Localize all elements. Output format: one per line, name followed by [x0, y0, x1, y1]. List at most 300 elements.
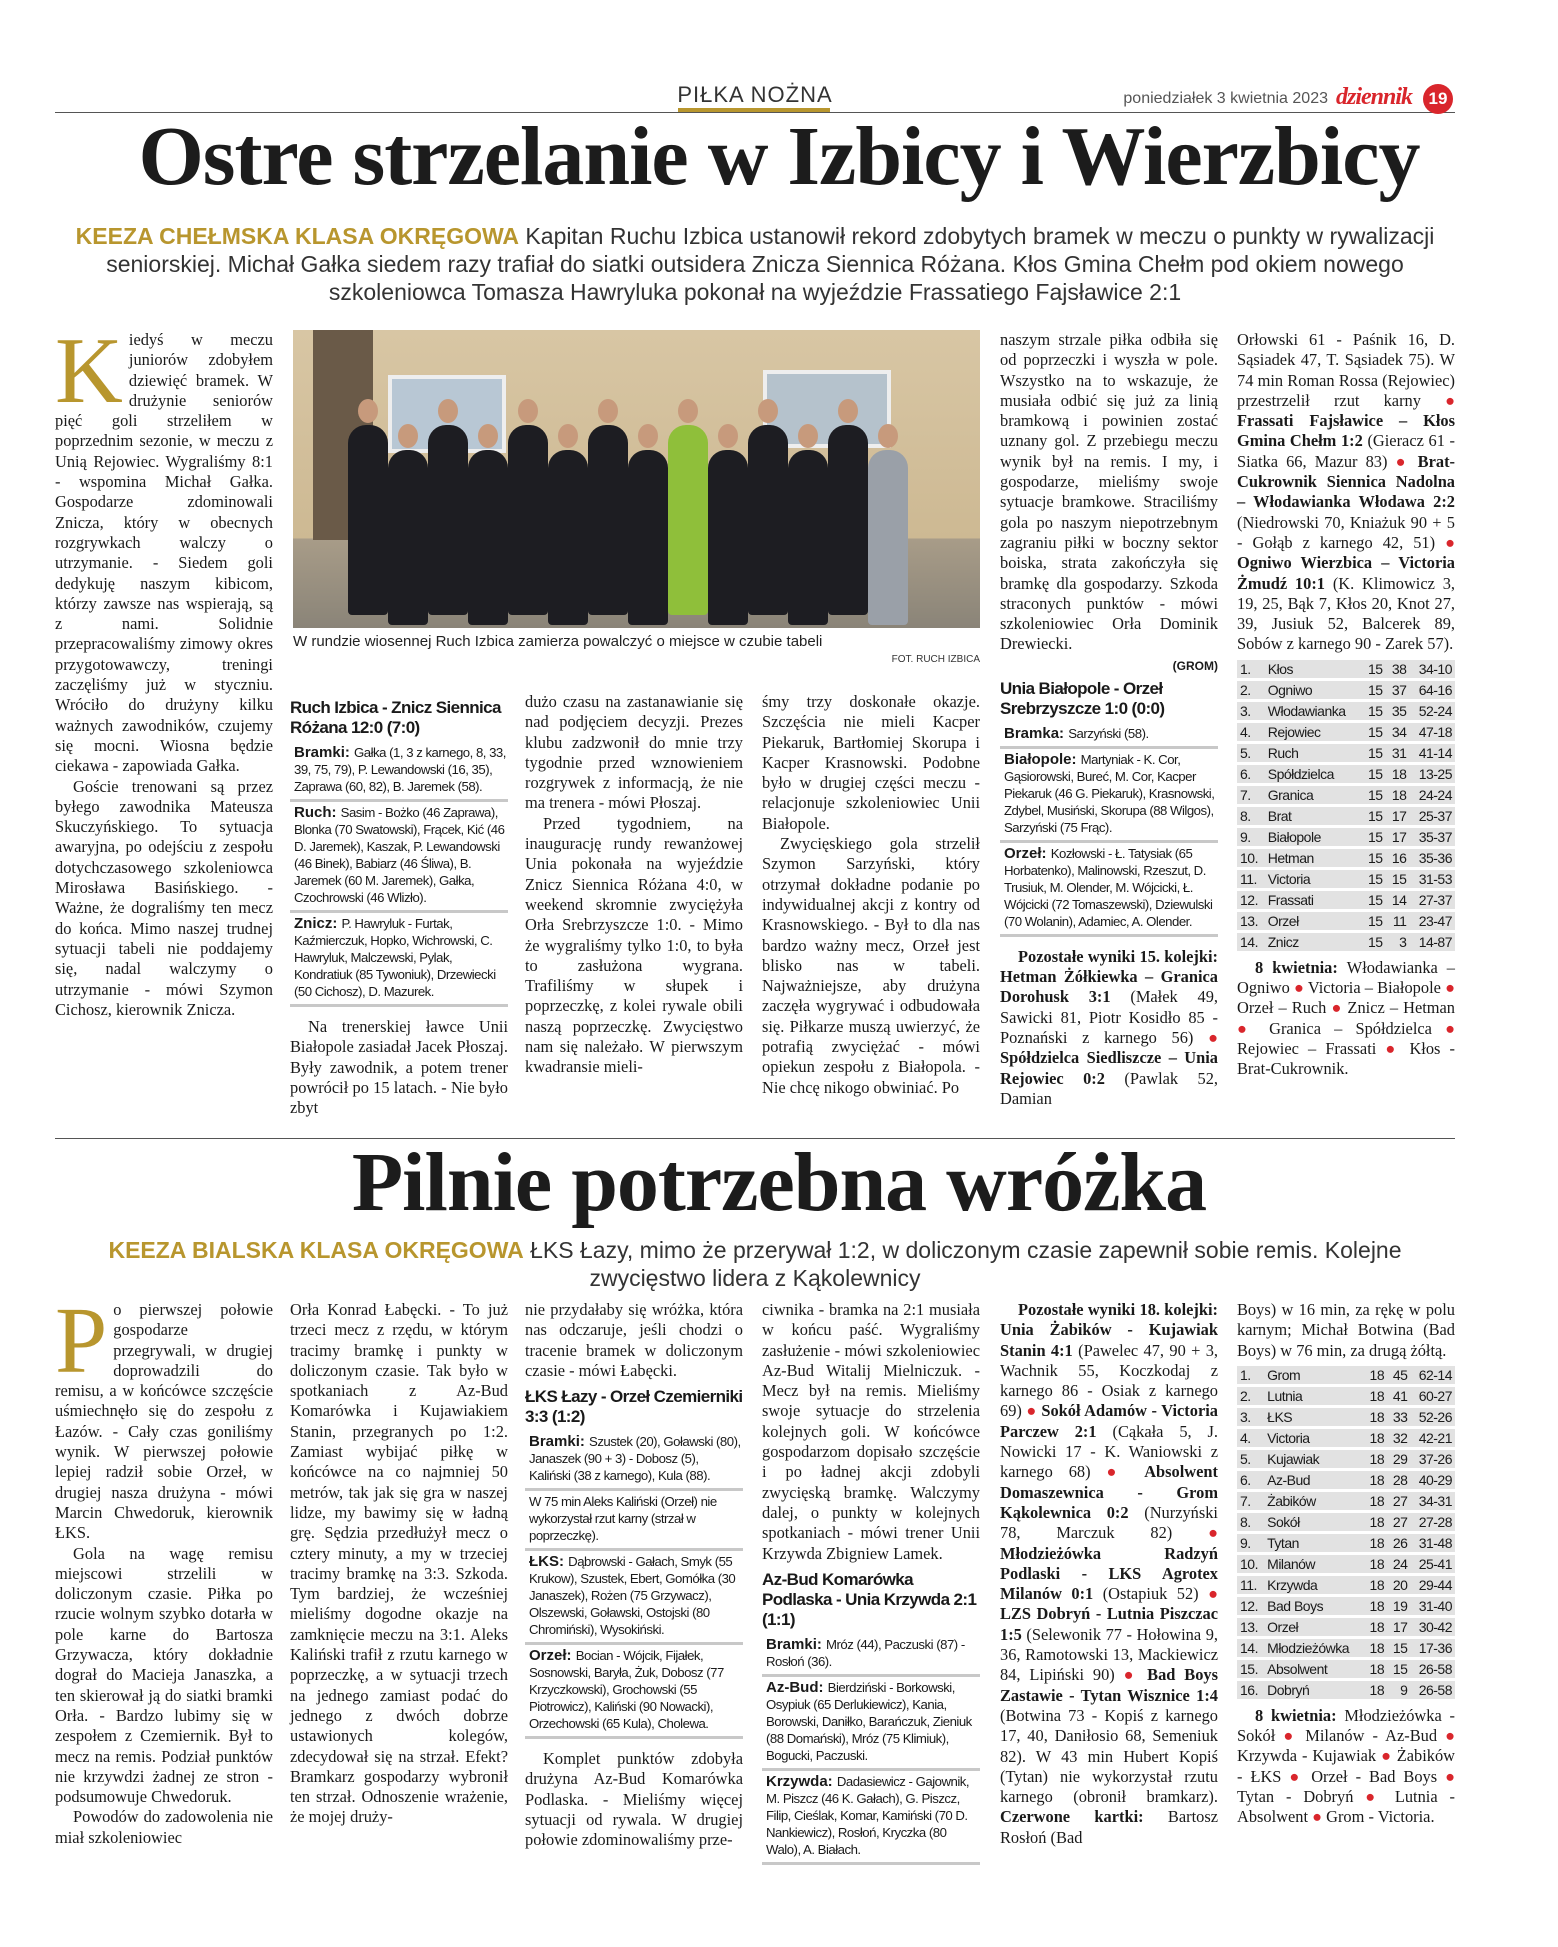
goals-cell: 31-40: [1410, 1597, 1455, 1615]
text-run: Kłos - Brat-Cukrownik.: [1237, 1038, 1455, 1079]
match-stats-box: [290, 698, 508, 1007]
league-table-row: [1237, 1387, 1455, 1405]
text-run: (Pawlak 52, Damian: [1000, 1068, 1218, 1108]
red-bullet-icon: ●: [1026, 1401, 1037, 1421]
goals-cell: 34-10: [1409, 660, 1455, 678]
paragraph: [525, 692, 743, 814]
red-bullet-icon: ●: [1237, 1018, 1256, 1038]
paragraph: [55, 1544, 273, 1808]
match-stats-row: [1000, 749, 1218, 843]
league-table-row: [1237, 849, 1455, 867]
text-run: Sasim - Bożko (46 Zaprawa), Blonka (70 Swatowski), Frącek, Kić (46 D. Jaremek), Kaszak, P. Lewandowski (46 Binek), Babiarz (46 Śliwa), B. Jaremek (60 M. Jaremek), Gałka, Czochrowski (46 Wlizło).: [294, 805, 505, 905]
red-bullet-icon: ●: [1445, 978, 1455, 998]
article1-column-3: [525, 692, 743, 1078]
team-cell: Frassati: [1265, 891, 1362, 909]
red-bullet-icon: ●: [1312, 1807, 1323, 1827]
league-table-row: [1237, 1555, 1455, 1573]
text-run: (Pawelec 47, 90 + 3, Wachnik 55, Koczkodaj z karnego 86 - Osiak z karnego 69): [1000, 1340, 1218, 1421]
text-run: Gałka (1, 3 z karnego, 8, 33, 39, 75, 79), P. Lewandowski (16, 35), Zaprawa (60, 82), B. Jaremek (58).: [294, 745, 506, 794]
league-table-row: [1237, 828, 1455, 846]
team-cell: Absolwent: [1264, 1660, 1364, 1678]
text-run: Milanów - Az-Bud: [1297, 1726, 1446, 1746]
position-cell: 14.: [1237, 933, 1265, 951]
points-cell: 35: [1386, 702, 1410, 720]
bold-text-run: Białopole:: [1004, 750, 1081, 768]
bold-text-run: Pozostałe wyniki 18. kolejki: Unia Żabików - Kujawiak Stanin 4:1: [1000, 1300, 1218, 1360]
text-run: Dąbrowski - Gałach, Smyk (55 Krukow), Szustek, Ebert, Gomółka (30 Janaszek), Rożen (75 Grzywacz), Olszewski, Goławski, Ostojski (80 Chromiński), Wysokiński.: [529, 1554, 736, 1638]
goals-cell: 29-44: [1410, 1576, 1455, 1594]
position-cell: 16.: [1237, 1681, 1264, 1699]
player-figure: [388, 450, 428, 625]
goals-cell: 25-41: [1410, 1555, 1455, 1573]
points-cell: 41: [1387, 1387, 1410, 1405]
league-table-row: [1237, 660, 1455, 678]
bold-text-run: Absolwent Domaszewnica - Grom Kąkolewnica 0:2: [1000, 1462, 1218, 1522]
paragraph: [55, 1289, 273, 1544]
player-figure: [628, 450, 668, 625]
team-cell: Żabików: [1264, 1492, 1364, 1510]
red-bullet-icon: ●: [1283, 1726, 1298, 1746]
paragraph: [525, 814, 743, 1078]
games-cell: 18: [1364, 1576, 1387, 1594]
goals-cell: 62-14: [1410, 1366, 1455, 1384]
goals-cell: 40-29: [1410, 1471, 1455, 1489]
bold-text-run: Bad Boys Zastawie - Tytan Wisznice 1:4: [1000, 1665, 1218, 1705]
league-table-row: [1237, 786, 1455, 804]
player-figure: [588, 425, 628, 615]
league-table-row: [1237, 702, 1455, 720]
text-run: Bartosz Rosłoń (Bad: [1000, 1807, 1218, 1847]
position-cell: 11.: [1237, 870, 1265, 888]
red-bullet-icon: ●: [1294, 978, 1304, 998]
match-result-title: Unia Białopole - Orzeł Srebrzyszcze 1:0 (0:0): [1000, 678, 1165, 718]
points-cell: 11: [1386, 912, 1410, 930]
match-stats-row: [525, 1645, 743, 1739]
article2-column-3: [525, 1300, 743, 1851]
bold-text-run: LZS Dobryń - Lutnia Piszczac 1:5: [1000, 1604, 1218, 1644]
goals-cell: 13-25: [1409, 765, 1455, 783]
article2-column-5: [1000, 1300, 1218, 1848]
league-table-row: [1237, 681, 1455, 699]
red-bullet-icon: ●: [1208, 1027, 1218, 1047]
match-stats-row: [525, 1431, 743, 1491]
article1-kicker: KEEZA CHEŁMSKA KLASA OKRĘGOWA: [75, 223, 520, 249]
drop-cap: P: [55, 1289, 108, 1393]
red-bullet-icon: ●: [1208, 1523, 1218, 1543]
league-table-row: [1237, 1408, 1455, 1426]
red-bullet-icon: ●: [1445, 1726, 1455, 1746]
text-run: iedyś w meczu juniorów zdobyłem dziewięć bramek. W drużynie seniorów pięć goli strzeliłem w poprzednim sezonie, w meczu z Unią Rejowiec. Wygraliśmy 8:1 - wspomina Michał Gałka. Gospodarze zdominowali Znicza, który w obecnych rozgrywkach walczy o utrzymanie. - Siedem goli dedykuję naszym kibicom, którzy zawsze nas wspierają, są z nami. Solidnie przepracowaliśmy zimowy okres przygotowawczy, treningi zaczęliśmy już w styczniu. Wróciło do drużyny kilku ważnych zawodników, czujemy się mocni. Wiosna będzie ciekawa - zapowiada Gałka.: [55, 330, 273, 776]
player-figure: [708, 450, 748, 625]
article2-column-1: [55, 1289, 273, 1848]
bold-text-run: Bramki:: [294, 744, 355, 761]
red-bullet-icon: ●: [1289, 1766, 1304, 1786]
team-cell: Dobryń: [1264, 1681, 1364, 1699]
text-run: Mróz (44), Paczuski (87) - Rosłoń (36).: [766, 1636, 965, 1669]
goals-cell: 35-37: [1409, 828, 1455, 846]
league-table-row: [1237, 744, 1455, 762]
text-run: W 75 min Aleks Kaliński (Orzeł) nie wykorzystał rzut karny (strzał w poprzeczkę).: [529, 1494, 717, 1544]
photo-credit: FOT. RUCH IZBICA: [891, 654, 980, 665]
text-run: Komplet punktów zdobyła drużyna Az-Bud Komarówka Podlaska. - Mieliśmy więcej sytuacji od rywala. W drugiej połowie zdominowaliśmy prze-: [525, 1749, 743, 1850]
article2-column-6: [1237, 1300, 1455, 1828]
text-run: Orła Konrad Łabęcki. - To już trzeci mecz z rzędu, w którym tracimy bramkę i punkty w doliczonym czasie. Tak było w spotkaniach z Az-Bud Komarówka i Kujawiakiem Stanin, przegranych po 1:2. Zamiast wybijać piłkę w końcówce na co najmniej 50 metrów, tak jak się gra w naszej lidze, my bawimy się w ładną grę. Sędzia przedłużył mecz o cztery minuty, a my w trzeciej tracimy bramkę na 3:3. Szkoda. Tym bardziej, że wcześniej mieliśmy dogodne okazje na zamknięcie meczu na 3:1. Aleks Kaliński trafił z rzutu karnego w poprzeczkę, a w sytuacji trzech na jednego zamiast podać do jednego z dwóch dobrze ustawionych kolegów, zdecydował się na strzał. Efekt? Bramkarz gospodarzy wybronił ten strzał. Odnoszenie wrażenie, że mojej druży-: [290, 1300, 508, 1827]
position-cell: 3.: [1237, 702, 1265, 720]
team-cell: Ruch: [1265, 744, 1362, 762]
games-cell: 18: [1364, 1492, 1387, 1510]
games-cell: 18: [1364, 1555, 1387, 1573]
points-cell: 18: [1386, 765, 1410, 783]
red-bullet-icon: ●: [1365, 1787, 1383, 1807]
text-run: Zwycięskiego gola strzelił Szymon Sarzyński, który otrzymał dokładne podanie po indywidualnej akcji z kontry od Krasnowskiego. - Był to dla nas bardzo ważny mecz, Orzeł jest blisko nas w tabeli. Najważniejsze, aby drużyna zaczęła wygrywać i odbudowała się. Piłkarze muszą uwierzyć, że potrafią zwyciężać - mówi opiekun zespołu z Białopola. - Nie chcę nikogo obwiniać. Po: [762, 834, 980, 1097]
points-cell: 34: [1386, 723, 1410, 741]
position-cell: 2.: [1237, 681, 1265, 699]
position-cell: 1.: [1237, 660, 1265, 678]
team-cell: Rejowiec: [1265, 723, 1362, 741]
text-run: (Gieracz 61 - Siatka 66, Mazur 83): [1237, 431, 1455, 471]
goals-cell: 31-53: [1409, 870, 1455, 888]
goals-cell: 34-31: [1410, 1492, 1455, 1510]
text-run: (Selewonik 77 - Hołowina 9, 36, Ramotowski 13, Mackiewicz 84, Lipiński 90): [1000, 1624, 1218, 1685]
points-cell: 17: [1387, 1618, 1410, 1636]
position-cell: 7.: [1237, 1492, 1264, 1510]
match-stats-row: [762, 1677, 980, 1771]
team-cell: Białopole: [1265, 828, 1362, 846]
position-cell: 6.: [1237, 765, 1265, 783]
red-bullet-icon: ●: [1445, 1018, 1455, 1038]
games-cell: 15: [1362, 702, 1386, 720]
games-cell: 18: [1364, 1681, 1387, 1699]
player-figure: [548, 450, 588, 625]
match-stats-row: [290, 913, 508, 1007]
text-run: Orzeł - Bad Boys: [1303, 1766, 1446, 1786]
text-run: o pierwszej połowie gospodarze przegrywali, w drugiej doprowadzili do remisu, a w końcówce szczęście uśmiechnęło się do zespołu z Łazów. - Cały czas goniliśmy wynik. W pierwszej połowie lepiej radził sobie Orzeł, w drugiej nasza drużyna - mówi Marcin Chwedoruk, kierownik ŁKS.: [55, 1300, 273, 1543]
points-cell: 19: [1387, 1597, 1410, 1615]
points-cell: 20: [1387, 1576, 1410, 1594]
player-figure: [668, 425, 708, 615]
goals-cell: 64-16: [1409, 681, 1455, 699]
goals-cell: 35-36: [1409, 849, 1455, 867]
goals-cell: 23-47: [1409, 912, 1455, 930]
text-run: Kozłowski - Ł. Tatysiak (65 Horbatenko), Malinowski, Rzeszut, D. Trusiuk, M. Olender, M. Wójcicki, Ł. Wójcicki (72 Tomaszewski), Dziewulski (70 Wolanin), Adamiec, A. Olender.: [1004, 845, 1213, 929]
team-cell: ŁKS: [1264, 1408, 1364, 1426]
player-figure: [508, 425, 548, 615]
bold-text-run: Bramki:: [529, 1433, 590, 1451]
points-cell: 24: [1387, 1555, 1410, 1573]
bold-text-run: Orzeł:: [1004, 844, 1051, 862]
text-run: (Nurzyński 78, Marczuk 82): [1000, 1502, 1218, 1543]
points-cell: 27: [1387, 1492, 1410, 1510]
text-run: Martyniak - K. Cor, Gąsiorowski, Bureć, M. Cor, Kacper Piekaruk (46 G. Piekaruk), Krasnowski, Zdybel, Musiński, Skorupa (88 Wilgos), Sarzyński (75 Frąc).: [1004, 751, 1215, 835]
points-cell: 15: [1387, 1660, 1410, 1678]
games-cell: 18: [1364, 1408, 1387, 1426]
games-cell: 18: [1364, 1387, 1387, 1405]
goals-cell: 30-42: [1410, 1618, 1455, 1636]
position-cell: 3.: [1237, 1408, 1264, 1426]
paragraph: [762, 692, 980, 834]
text-run: Żabików - ŁKS: [1237, 1746, 1455, 1786]
paragraph: [762, 834, 980, 1098]
team-cell: Znicz: [1265, 933, 1362, 951]
text-run: Bierdziński - Borkowski, Osypiuk (65 Derlukiewicz), Kania, Borowski, Daniłko, Barańczuk, Zieniuk (88 Domański), Mróz (75 Klimiuk), Bogucki, Paczuski.: [766, 1679, 972, 1763]
bold-text-run: Orzeł:: [529, 1647, 576, 1665]
match-result-title: Ruch Izbica - Znicz Siennica Różana 12:0 (7:0): [290, 698, 501, 737]
league-table-row: [1237, 1492, 1455, 1510]
goals-cell: 27-28: [1410, 1513, 1455, 1531]
goals-cell: 60-27: [1410, 1387, 1455, 1405]
red-bullet-icon: ●: [1106, 1462, 1129, 1482]
goals-cell: 26-58: [1410, 1660, 1455, 1678]
team-photo: [293, 330, 980, 628]
paragraph: [1237, 1300, 1455, 1361]
points-cell: 38: [1386, 660, 1410, 678]
team-cell: Brat: [1265, 807, 1362, 825]
games-cell: 15: [1362, 807, 1386, 825]
article1-column-2: [290, 692, 508, 1118]
article2-column-2: [290, 1300, 508, 1828]
team-cell: Krzywda: [1264, 1576, 1364, 1594]
text-run: [1128, 1462, 1144, 1481]
league-table-row: [1237, 723, 1455, 741]
league-table-row: [1237, 1681, 1455, 1699]
page-number-badge: 19: [1423, 84, 1453, 114]
text-run: [1138, 1665, 1147, 1684]
text-run: nie przydałaby się wróżka, która nas odczaruje, jeśli chodzi o tracenie bramek w doliczonym czasie - mówi Łabęcki.: [525, 1300, 743, 1380]
player-figure: [468, 450, 508, 625]
games-cell: 15: [1362, 786, 1386, 804]
position-cell: 12.: [1237, 1597, 1264, 1615]
points-cell: 29: [1387, 1450, 1410, 1468]
text-run: Lutnia - Absolwent: [1237, 1787, 1455, 1827]
article1-headline: Ostre strzelanie w Izbicy i Wierzbicy: [138, 110, 1420, 203]
position-cell: 8.: [1237, 807, 1265, 825]
points-cell: 15: [1386, 870, 1410, 888]
match-result-title: ŁKS Łazy - Orzeł Czemierniki 3:3 (1:2): [525, 1387, 743, 1427]
bold-text-run: Az-Bud:: [766, 1678, 828, 1696]
position-cell: 9.: [1237, 828, 1265, 846]
text-run: (Cąkała 5, J. Nowicki 17 - K. Waniowski z karnego 68): [1000, 1421, 1218, 1482]
bold-text-run: Czerwone kartki:: [1000, 1807, 1168, 1827]
article1-column-5: [1000, 330, 1218, 1109]
team-cell: Victoria: [1264, 1429, 1364, 1447]
league-table-row: [1237, 1366, 1455, 1384]
article1-lead-text: Kapitan Ruchu Izbica ustanowił rekord zdobytych bramek w meczu o punkty w rywalizacji seniorskiej. Michał Gałka siedem razy trafiał do siatki outsidera Znicza Siennica Różana. Kłos Gmina Chełm pod okiem nowego szkoleniowca Tomasza Hawryluka pokonał na wyjeździe Frassatiego Fajsławice 2:1: [106, 223, 1435, 305]
goals-cell: 25-37: [1409, 807, 1455, 825]
player-figure: [348, 425, 388, 615]
position-cell: 12.: [1237, 891, 1265, 909]
league-table-row: [1237, 807, 1455, 825]
bold-text-run: Pozostałe wyniki 15. kolejki: Hetman Żółkiewka – Granica Dorohusk 3:1: [1000, 946, 1218, 1007]
article1-column-4: [762, 692, 980, 1098]
team-cell: Młodzieżówka: [1264, 1639, 1364, 1657]
bold-text-run: 8 kwietnia:: [1255, 1705, 1345, 1725]
league-table-row: [1237, 1597, 1455, 1615]
match-stats-row: [290, 802, 508, 913]
text-run: Victoria – Białopole: [1304, 978, 1446, 998]
player-figure: [748, 425, 788, 615]
goals-cell: 37-26: [1410, 1450, 1455, 1468]
bold-text-run: Sokół Adamów - Victoria Parczew 2:1: [1000, 1401, 1218, 1441]
match-stats-box: [525, 1387, 743, 1739]
article2-kicker: KEEZA BIALSKA KLASA OKRĘGOWA: [108, 1237, 524, 1263]
team-cell: Kujawiak: [1264, 1450, 1364, 1468]
league-table-row: [1237, 1660, 1455, 1678]
text-run: śmy trzy doskonałe okazje. Szczęścia nie mieli Kacper Piekaruk, Bartłomiej Skorupa i Kacper Krasnowski. Podobne było w drugiej części meczu - relacjonuje szkoleniowiec Unii Białopole.: [762, 692, 980, 833]
bold-text-run: Młodzieżówka Radzyń Podlaski - LKS Agrotex Milanów 0:1: [1000, 1543, 1218, 1604]
text-run: (Ostapiuk 52): [1093, 1584, 1209, 1604]
points-cell: 32: [1387, 1429, 1410, 1447]
league-table-row: [1237, 765, 1455, 783]
points-cell: 9: [1387, 1681, 1410, 1699]
text-run: Przed tygodniem, na inaugurację rundy rewanżowej Unia pokonała na wyjeździe Znicz Siennica Różana 4:0, w weekend skromnie zwyciężyła Orła Srebrzyszcze 1:0. - Mimo że wygraliśmy tylko 1:0, to była to zasłużona wygrana. Trafiliśmy w słupek i poprzeczkę, z kolei rywale obili naszą poprzeczkę. Zwycięstwo nam się należało. W pierwszym kwadransie mieli-: [525, 813, 743, 1077]
games-cell: 15: [1362, 660, 1386, 678]
points-cell: 17: [1386, 828, 1410, 846]
text-run: (Niedrowski 70, Kniażuk 90 + 5 - Gołąb z karnego 42, 51): [1237, 512, 1455, 552]
points-cell: 26: [1387, 1534, 1410, 1552]
bold-text-run: 8 kwietnia:: [1255, 957, 1347, 977]
position-cell: 6.: [1237, 1471, 1264, 1489]
text-run: Grom - Victoria.: [1322, 1807, 1435, 1827]
points-cell: 15: [1387, 1639, 1410, 1657]
games-cell: 15: [1362, 870, 1386, 888]
games-cell: 15: [1362, 933, 1386, 951]
goals-cell: 17-36: [1410, 1639, 1455, 1657]
position-cell: 5.: [1237, 744, 1265, 762]
position-cell: 9.: [1237, 1534, 1264, 1552]
text-run: Goście trenowani są przez byłego zawodnika Mateusza Skuczyńskiego. To sytuacja awaryjna, po odejściu z zespołu dotychczasowego szkoleniowca Mirosława Basińskiego. - Ważne, że dograliśmy ten mecz do końca. Mimo naszej trudnej sytuacji tabeli nie poddajemy się, nadal walczymy o utrzymanie - mówi Szymon Cichosz, kierownik Znicza.: [55, 776, 273, 1019]
article1-column-1: [55, 319, 273, 1020]
league-table-row: [1237, 1471, 1455, 1489]
games-cell: 15: [1362, 681, 1386, 699]
text-run: (Botwina 73 - Kopiś z karnego 17, 40, Daniłosio 68, Semeniuk 82). W 43 min Hubert Kopiś (Tytan) nie wykorzystał rzutu karnego (obronił bramkarz).: [1000, 1705, 1218, 1807]
bold-text-run: Ruch:: [294, 804, 341, 821]
games-cell: 18: [1364, 1660, 1387, 1678]
goals-cell: 42-21: [1410, 1429, 1455, 1447]
red-bullet-icon: ●: [1331, 998, 1343, 1018]
paragraph: [525, 1749, 743, 1850]
team-cell: Granica: [1265, 786, 1362, 804]
bold-text-run: Frassati Fajsławice – Kłos Gmina Chełm 1:2: [1237, 411, 1455, 451]
section-label: PIŁKA NOŻNA: [677, 82, 833, 107]
red-bullet-icon: ●: [1445, 532, 1455, 552]
article2-lead: [60, 1236, 1450, 1292]
points-cell: 18: [1386, 786, 1410, 804]
position-cell: 4.: [1237, 723, 1265, 741]
text-run: Rejowiec – Frassati: [1237, 1038, 1386, 1058]
games-cell: 15: [1362, 828, 1386, 846]
league-table: [1237, 1363, 1455, 1702]
paragraph: [290, 1017, 508, 1118]
points-cell: 14: [1386, 891, 1410, 909]
position-cell: 14.: [1237, 1639, 1264, 1657]
position-cell: 13.: [1237, 1618, 1264, 1636]
text-run: Znicz – Hetman: [1342, 998, 1455, 1018]
paragraph: [1000, 330, 1218, 655]
points-cell: 3: [1386, 933, 1410, 951]
red-bullet-icon: ●: [1385, 1038, 1401, 1058]
article2-lead-text: ŁKS Łazy, mimo że przerywał 1:2, w doliczonym czasie zapewnił sobie remis. Kolejne zwycięstwo lidera z Kąkolewnicy: [523, 1237, 1402, 1291]
team-cell: Bad Boys: [1264, 1597, 1364, 1615]
goals-cell: 26-58: [1410, 1681, 1455, 1699]
points-cell: 17: [1386, 807, 1410, 825]
position-cell: 10.: [1237, 1555, 1264, 1573]
position-cell: 4.: [1237, 1429, 1264, 1447]
match-stats-row: [525, 1551, 743, 1645]
article1-lead: [60, 222, 1450, 306]
red-bullet-icon: ●: [1381, 1746, 1392, 1766]
league-table-row: [1237, 1513, 1455, 1531]
points-cell: 45: [1387, 1366, 1410, 1384]
team-cell: Orzeł: [1265, 912, 1362, 930]
player-figure: [788, 450, 828, 625]
team-cell: Grom: [1264, 1366, 1364, 1384]
issue-date: poniedziałek 3 kwietnia 2023: [1123, 90, 1328, 107]
paragraph: [55, 777, 273, 1021]
article2-headline: Pilnie potrzebna wróżka: [351, 1136, 1207, 1229]
position-cell: 2.: [1237, 1387, 1264, 1405]
goals-cell: 24-24: [1409, 786, 1455, 804]
text-run: Bocian - Wójcik, Fijałek, Sosnowski, Baryła, Żuk, Dobosz (77 Krzyczkowski), Grochowski (55 Piotrowicz), Kaliński (90 Nowacki), Orzechowski (65 Kula), Cholewa.: [529, 1648, 724, 1732]
text-run: dużo czasu na zastanawianie się nad podjęciem decyzji. Prezes klubu zadzwonił do mnie trzy tygodnie przed wznowieniem rozgrywek z informacją, że nie ma trenera - mówi Płoszaj.: [525, 692, 743, 813]
team-cell: Lutnia: [1264, 1387, 1364, 1405]
text-run: Młodzieżówka - Sokół: [1237, 1705, 1455, 1746]
text-run: Powodów do zadowolenia nie miał szkoleniowiec: [55, 1807, 273, 1847]
match-stats-row: [762, 1634, 980, 1677]
text-run: Włodawianka – Ogniwo: [1237, 957, 1455, 998]
games-cell: 18: [1364, 1618, 1387, 1636]
text-run: Tytan - Dobryń: [1237, 1787, 1366, 1807]
text-run: Dadasiewicz - Gajownik, M. Piszcz (46 K. Gałach), G. Piszcz, Filip, Cieślak, Komar, Kamiński (70 D. Nankiewicz), Rosłoń, Kryczka (80 Walo), A. Białach.: [766, 1773, 970, 1857]
text-run: (K. Klimowicz 3, 19, 25, Bąk 7, Kłos 20, Knot 27, 39, Jusiuk 52, Balcerek 89, Sobów z karnego 90 - Zarek 57).: [1237, 573, 1456, 654]
paragraph: [762, 1300, 980, 1564]
games-cell: 15: [1362, 744, 1386, 762]
points-cell: 37: [1386, 681, 1410, 699]
match-stats-row: [1000, 723, 1218, 749]
paragraph: [1237, 958, 1455, 1080]
paragraph: [1000, 947, 1218, 1109]
league-table-row: [1237, 1576, 1455, 1594]
league-table-row: [1237, 1534, 1455, 1552]
team-cell: Sokół: [1264, 1513, 1364, 1531]
goals-cell: 52-26: [1410, 1408, 1455, 1426]
red-bullet-icon: ●: [1445, 390, 1455, 410]
position-cell: 8.: [1237, 1513, 1264, 1531]
text-run: Granica – Spółdzielca: [1255, 1018, 1446, 1038]
games-cell: 18: [1364, 1429, 1387, 1447]
paragraph: [55, 1807, 273, 1848]
team-cell: Orzeł: [1264, 1618, 1364, 1636]
paragraph: [1000, 1300, 1218, 1848]
games-cell: 15: [1362, 891, 1386, 909]
league-table-row: [1237, 1450, 1455, 1468]
points-cell: 28: [1387, 1471, 1410, 1489]
match-stats-row: [1000, 843, 1218, 937]
position-cell: 7.: [1237, 786, 1265, 804]
position-cell: 15.: [1237, 1660, 1264, 1678]
games-cell: 18: [1364, 1450, 1387, 1468]
position-cell: 1.: [1237, 1366, 1264, 1384]
goals-cell: 47-18: [1409, 723, 1455, 741]
team-cell: Włodawianka: [1265, 702, 1362, 720]
match-stats-box: [762, 1570, 980, 1865]
league-table-row: [1237, 912, 1455, 930]
games-cell: 15: [1362, 849, 1386, 867]
games-cell: 18: [1364, 1534, 1387, 1552]
match-stats-row: [290, 742, 508, 802]
league-table: [1237, 657, 1455, 954]
text-run: [1410, 452, 1418, 471]
position-cell: 11.: [1237, 1576, 1264, 1594]
